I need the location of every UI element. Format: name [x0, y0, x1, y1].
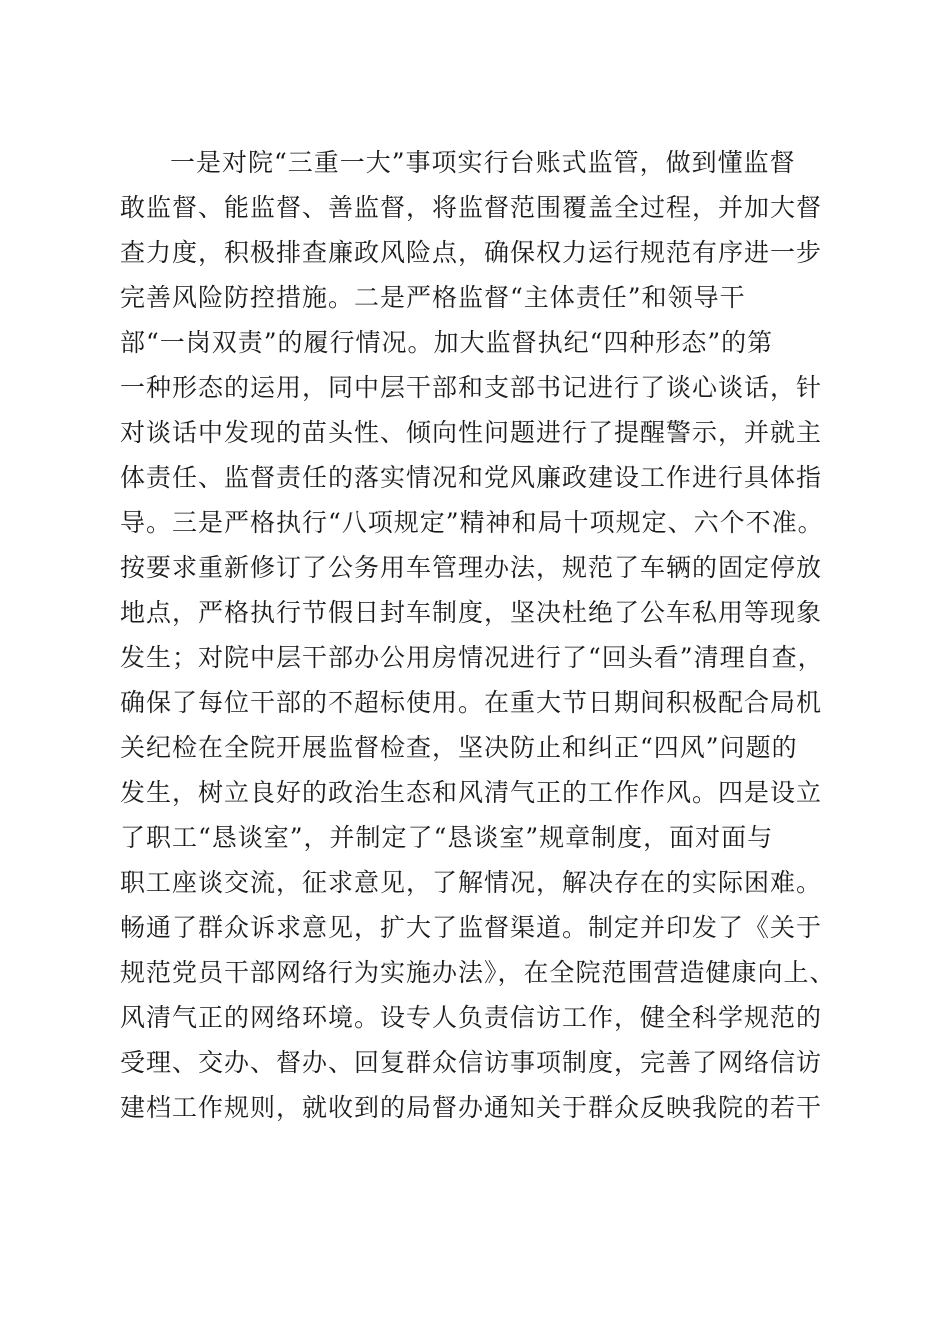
paragraph-line: 关纪检在全院开展监督检查，坚决防止和纠正“四风”问题的: [120, 733, 798, 762]
paragraph-line: 按要求重新修订了公务用车管理办法，规范了车辆的固定停放: [120, 553, 823, 582]
paragraph-line: 发生；对院中层干部办公用房情况进行了“回头看”清理自查，: [120, 643, 824, 672]
paragraph-line: 职工座谈交流，征求意见，了解情况，解决存在的实际困难。: [120, 868, 823, 897]
body-paragraph: [120, 140, 840, 1130]
paragraph-line: 了职工“恳谈室”，并制定了“恳谈室”规章制度，面对面与: [120, 823, 774, 852]
paragraph-line: 畅通了群众诉求意见，扩大了监督渠道。制定并印发了《关于: [120, 913, 823, 942]
paragraph-line: 一种形态的运用，同中层干部和支部书记进行了谈心谈话，针: [120, 373, 823, 402]
paragraph-line: 完善风险防控措施。二是严格监督“主体责任”和领导干: [120, 283, 746, 312]
paragraph-line: 规范党员干部网络行为实施办法》，在全院范围营造健康向上、: [120, 958, 836, 987]
paragraph-line: 体责任、监督责任的落实情况和党风廉政建设工作进行具体指: [120, 463, 823, 492]
paragraph-line: 一是对院“三重一大”事项实行台账式监管，做到懂监督: [170, 148, 796, 177]
paragraph-line: 地点，严格执行节假日封车制度，坚决杜绝了公车私用等现象: [120, 598, 823, 627]
paragraph-line: 风清气正的网络环境。设专人负责信访工作，健全科学规范的: [120, 1003, 823, 1032]
paragraph-line: 查力度，积极排查廉政风险点，确保权力运行规范有序进一步: [120, 238, 823, 267]
paragraph-line: 建档工作规则，就收到的局督办通知关于群众反映我院的若干: [120, 1093, 823, 1122]
paragraph-line: 对谈话中发现的苗头性、倾向性问题进行了提醒警示，并就主: [120, 418, 823, 447]
paragraph-line: 部“一岗双责”的履行情况。加大监督执纪“四种形态”的第: [120, 328, 774, 357]
paragraph-line: 受理、交办、督办、回复群众信访事项制度，完善了网络信访: [120, 1048, 823, 1077]
paragraph-line: 敢监督、能监督、善监督，将监督范围覆盖全过程，并加大督: [120, 193, 823, 222]
paragraph-line: 导。三是严格执行“八项规定”精神和局十项规定、六个不准。: [120, 508, 824, 537]
paragraph-line: 确保了每位干部的不超标使用。在重大节日期间积极配合局机: [120, 688, 823, 717]
paragraph-line: 发生，树立良好的政治生态和风清气正的工作作风。四是设立: [120, 778, 823, 807]
